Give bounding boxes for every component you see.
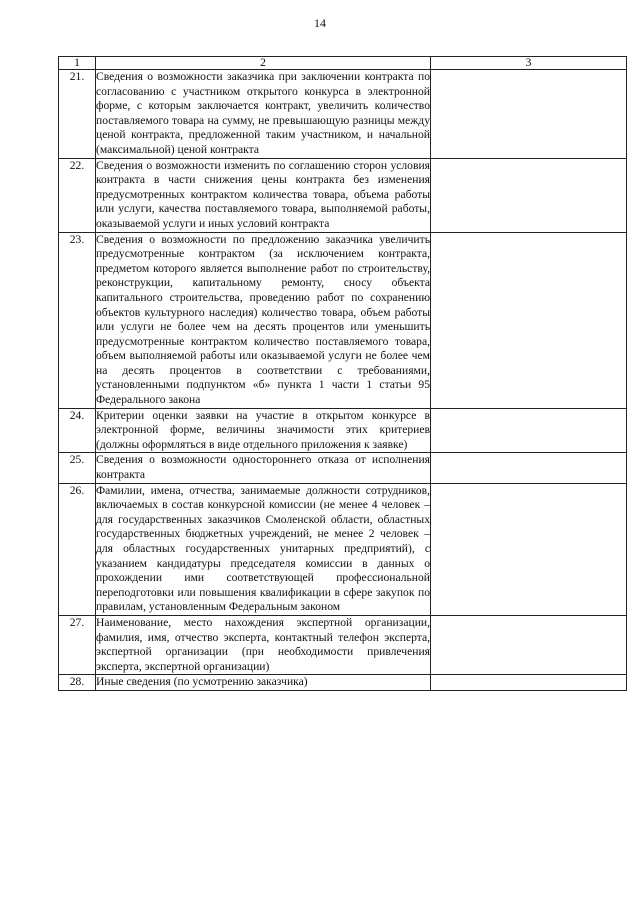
row-value[interactable] [431, 232, 627, 408]
table-row [59, 675, 627, 691]
column-header-number: 1 [59, 57, 96, 70]
row-value[interactable] [431, 483, 627, 615]
row-number: 22. [59, 158, 96, 232]
table-row [59, 158, 627, 232]
table-header-row [59, 57, 627, 70]
row-number: 24. [59, 408, 96, 453]
row-number: 28. [59, 675, 96, 691]
row-value[interactable] [431, 158, 627, 232]
table-row [59, 408, 627, 453]
row-description: Иные сведения (по усмотрению заказчика) [96, 675, 431, 691]
row-description: Наименование, место нахождения экспертной организации, фамилия, имя, отчество эксперта, контактный телефон эксперта, экспертной организации (при необходимости привлечения эксперта, экспертной организации) [96, 615, 431, 674]
column-header-description: 2 [96, 57, 431, 70]
row-description: Фамилии, имена, отчества, занимаемые должности сотрудников, включаемых в состав конкурсной комиссии (не менее 4 человек – для государственных заказчиков Смоленской области, областных государственных бюджетных учреждений, не менее 2 человек – для областных государственных унитарных предприятий), с указанием кандидатуры председателя комиссии в данных о прохождении ими соответствующей профессиональной переподготовки или повышения квалификации в сфере закупок по правилам, установленным Федеральным законом [96, 483, 431, 615]
row-number: 23. [59, 232, 96, 408]
requirements-table [58, 56, 627, 691]
row-description: Сведения о возможности по предложению заказчика увеличить предусмотренные контрактом (за исключением контракта, предметом которого является выполнение работ по строительству, реконструкции, капитальному ремонту, сносу объекта капитального строительства, проведению работ по сохранению объектов культурного наследия) количество товара, объем работы или услуги не более чем на десять процентов или уменьшить предусмотренные контрактом количество поставляемого товара, объем выполняемой работы или оказываемой услуги не более чем на десять процентов в соответствии с требованиями, установленными подпунктом «б» пункта 1 части 1 статьи 95 Федерального закона [96, 232, 431, 408]
table-row [59, 483, 627, 615]
row-value[interactable] [431, 453, 627, 483]
row-description: Сведения о возможности одностороннего отказа от исполнения контракта [96, 453, 431, 483]
row-description: Сведения о возможности заказчика при заключении контракта по согласованию с участником открытого конкурса в электронной форме, с которым заключается контракт, увеличить количество поставляемого товара на сумму, не превышающую разницы между ценой контракта, предложенной таким участником, и начальной (максимальной) ценой контракта [96, 70, 431, 159]
table-row [59, 615, 627, 674]
row-number: 21. [59, 70, 96, 159]
row-value[interactable] [431, 70, 627, 159]
table-row [59, 70, 627, 159]
table-row [59, 232, 627, 408]
row-value[interactable] [431, 615, 627, 674]
column-header-value: 3 [431, 57, 627, 70]
row-number: 26. [59, 483, 96, 615]
row-value[interactable] [431, 408, 627, 453]
row-number: 25. [59, 453, 96, 483]
row-value[interactable] [431, 675, 627, 691]
row-number: 27. [59, 615, 96, 674]
row-description: Критерии оценки заявки на участие в открытом конкурсе в электронной форме, величины значимости этих критериев (должны оформляться в виде отдельного приложения к заявке) [96, 408, 431, 453]
row-description: Сведения о возможности изменить по соглашению сторон условия контракта в части снижения цены контракта без изменения предусмотренных контрактом количества товара, объема работы или услуги, качества поставляемого товара, выполняемой работы, оказываемой услуги и иных условий контракта [96, 158, 431, 232]
page-number: 14 [314, 16, 326, 30]
table-row [59, 453, 627, 483]
